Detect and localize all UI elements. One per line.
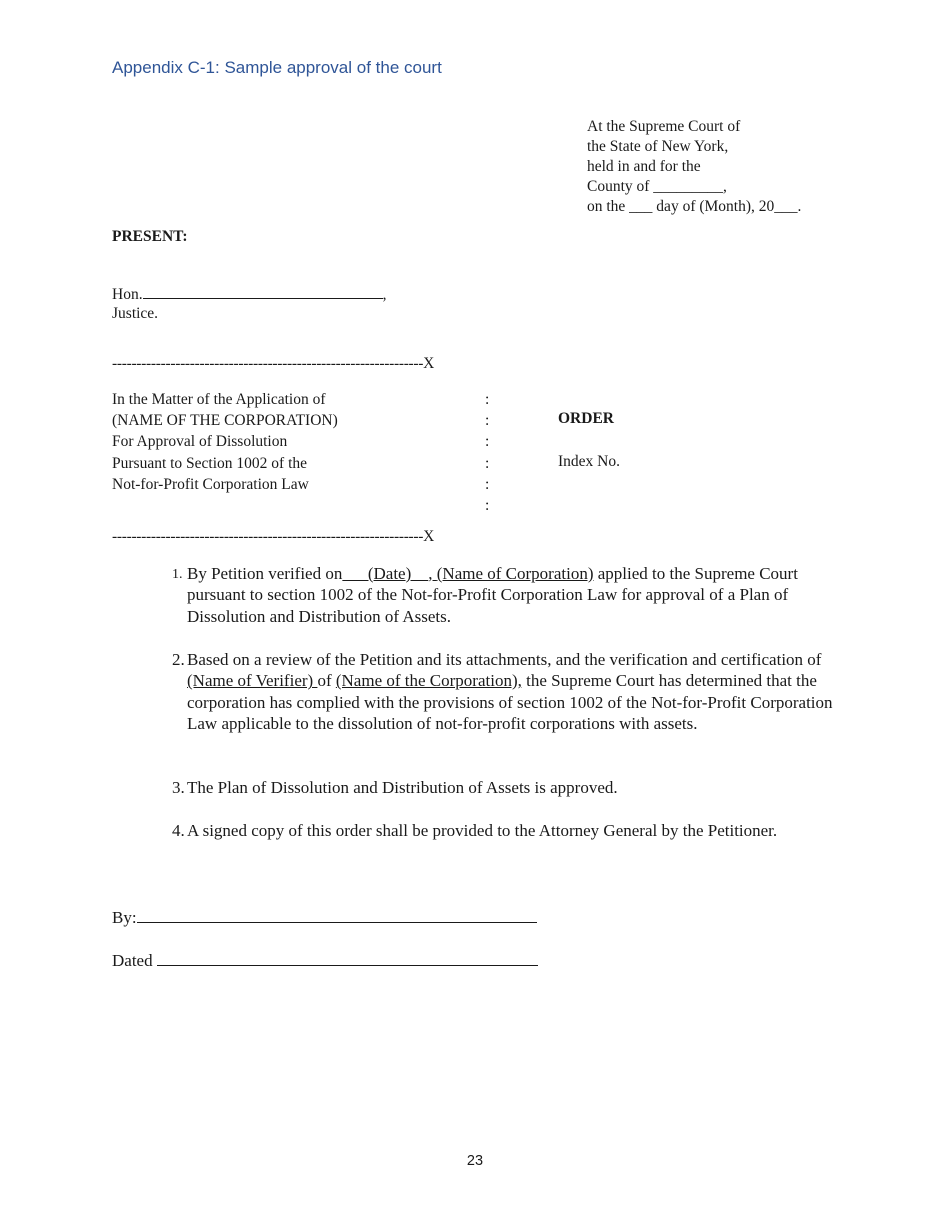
caption-divider-top: ----------------------------------------------------------------X [112, 355, 435, 372]
court-line: County of _________, [587, 178, 727, 195]
caption-divider-bottom: ----------------------------------------------------------------X [112, 528, 435, 545]
order-paragraph-4: 4. A signed copy of this order shall be provided to the Attorney General by the Petitioner. [172, 821, 778, 840]
court-line: held in and for the [587, 158, 701, 175]
paragraph-number: 1. [172, 567, 183, 582]
colon: : [485, 454, 490, 472]
caption-line: For Approval of Dissolution [112, 433, 288, 451]
signature-dated-line [112, 951, 538, 971]
date-blank [157, 951, 538, 966]
caption-colons [485, 389, 489, 516]
paragraph-number: 3. [172, 778, 185, 797]
corporation-name-placeholder: (Name of Corporation) [436, 564, 594, 583]
order-label: ORDER [558, 410, 614, 427]
colon: : [485, 391, 490, 408]
verifier-name-placeholder: (Name of Verifier) [187, 671, 318, 691]
signature-by-line [112, 908, 537, 928]
order-paragraph-2: 2. Based on a review of the Petition and its attachments, and the verification and certification of (Name of Verifier) of (Name of the Corporation), the Supreme Court has determined that the corporation has complied with the provisions of section 1002 of the Not-for-Profit Corporation Law applicable to the dissolution of not-for-profit corporations with assets. [172, 650, 833, 734]
dated-label: Dated [112, 951, 153, 970]
caption-line: (NAME OF THE CORPORATION) [112, 412, 338, 430]
corporation-name-placeholder: (Name of the Corporation), [335, 671, 522, 691]
paragraph-number: 4. [172, 821, 185, 840]
court-line: on the ___ day of (Month), 20___. [587, 198, 802, 215]
caption-line: Not-for-Profit Corporation Law [112, 475, 309, 493]
hon-prefix: Hon. [112, 286, 143, 303]
court-venue-block [587, 117, 801, 217]
page-number: 23 [466, 1153, 484, 1169]
colon: : [485, 412, 490, 430]
caption-line: In the Matter of the Application of [112, 391, 326, 408]
order-paragraph-1: 1. By Petition verified on (Date) , (Name of Corporation) applied to the Supreme Court pursuant to section 1002 of the Not-for-Profit Corporation Law for approval of a Plan of Dissolution and Distribution of Assets. [172, 564, 798, 626]
court-line: the State of New York, [587, 138, 729, 155]
court-line: At the Supreme Court of [587, 118, 741, 135]
justice-title: Justice. [112, 305, 159, 322]
order-paragraph-3: 3. The Plan of Dissolution and Distribution of Assets is approved. [172, 778, 618, 797]
signature-blank [137, 908, 537, 923]
case-caption [112, 389, 338, 495]
colon: : [485, 433, 490, 451]
justice-block [112, 284, 386, 323]
paragraph-number: 2. [172, 650, 185, 669]
colon: : [485, 475, 490, 493]
justice-name-blank [143, 284, 383, 299]
index-number-label: Index No. [558, 453, 620, 470]
present-label: PRESENT: [112, 228, 188, 245]
colon: : [485, 497, 490, 515]
hon-suffix: , [382, 286, 387, 303]
date-placeholder: (Date) [342, 564, 429, 583]
by-label: By: [112, 908, 137, 927]
appendix-heading: Appendix C-1: Sample approval of the court [112, 58, 442, 77]
caption-line: Pursuant to Section 1002 of the [112, 454, 308, 472]
